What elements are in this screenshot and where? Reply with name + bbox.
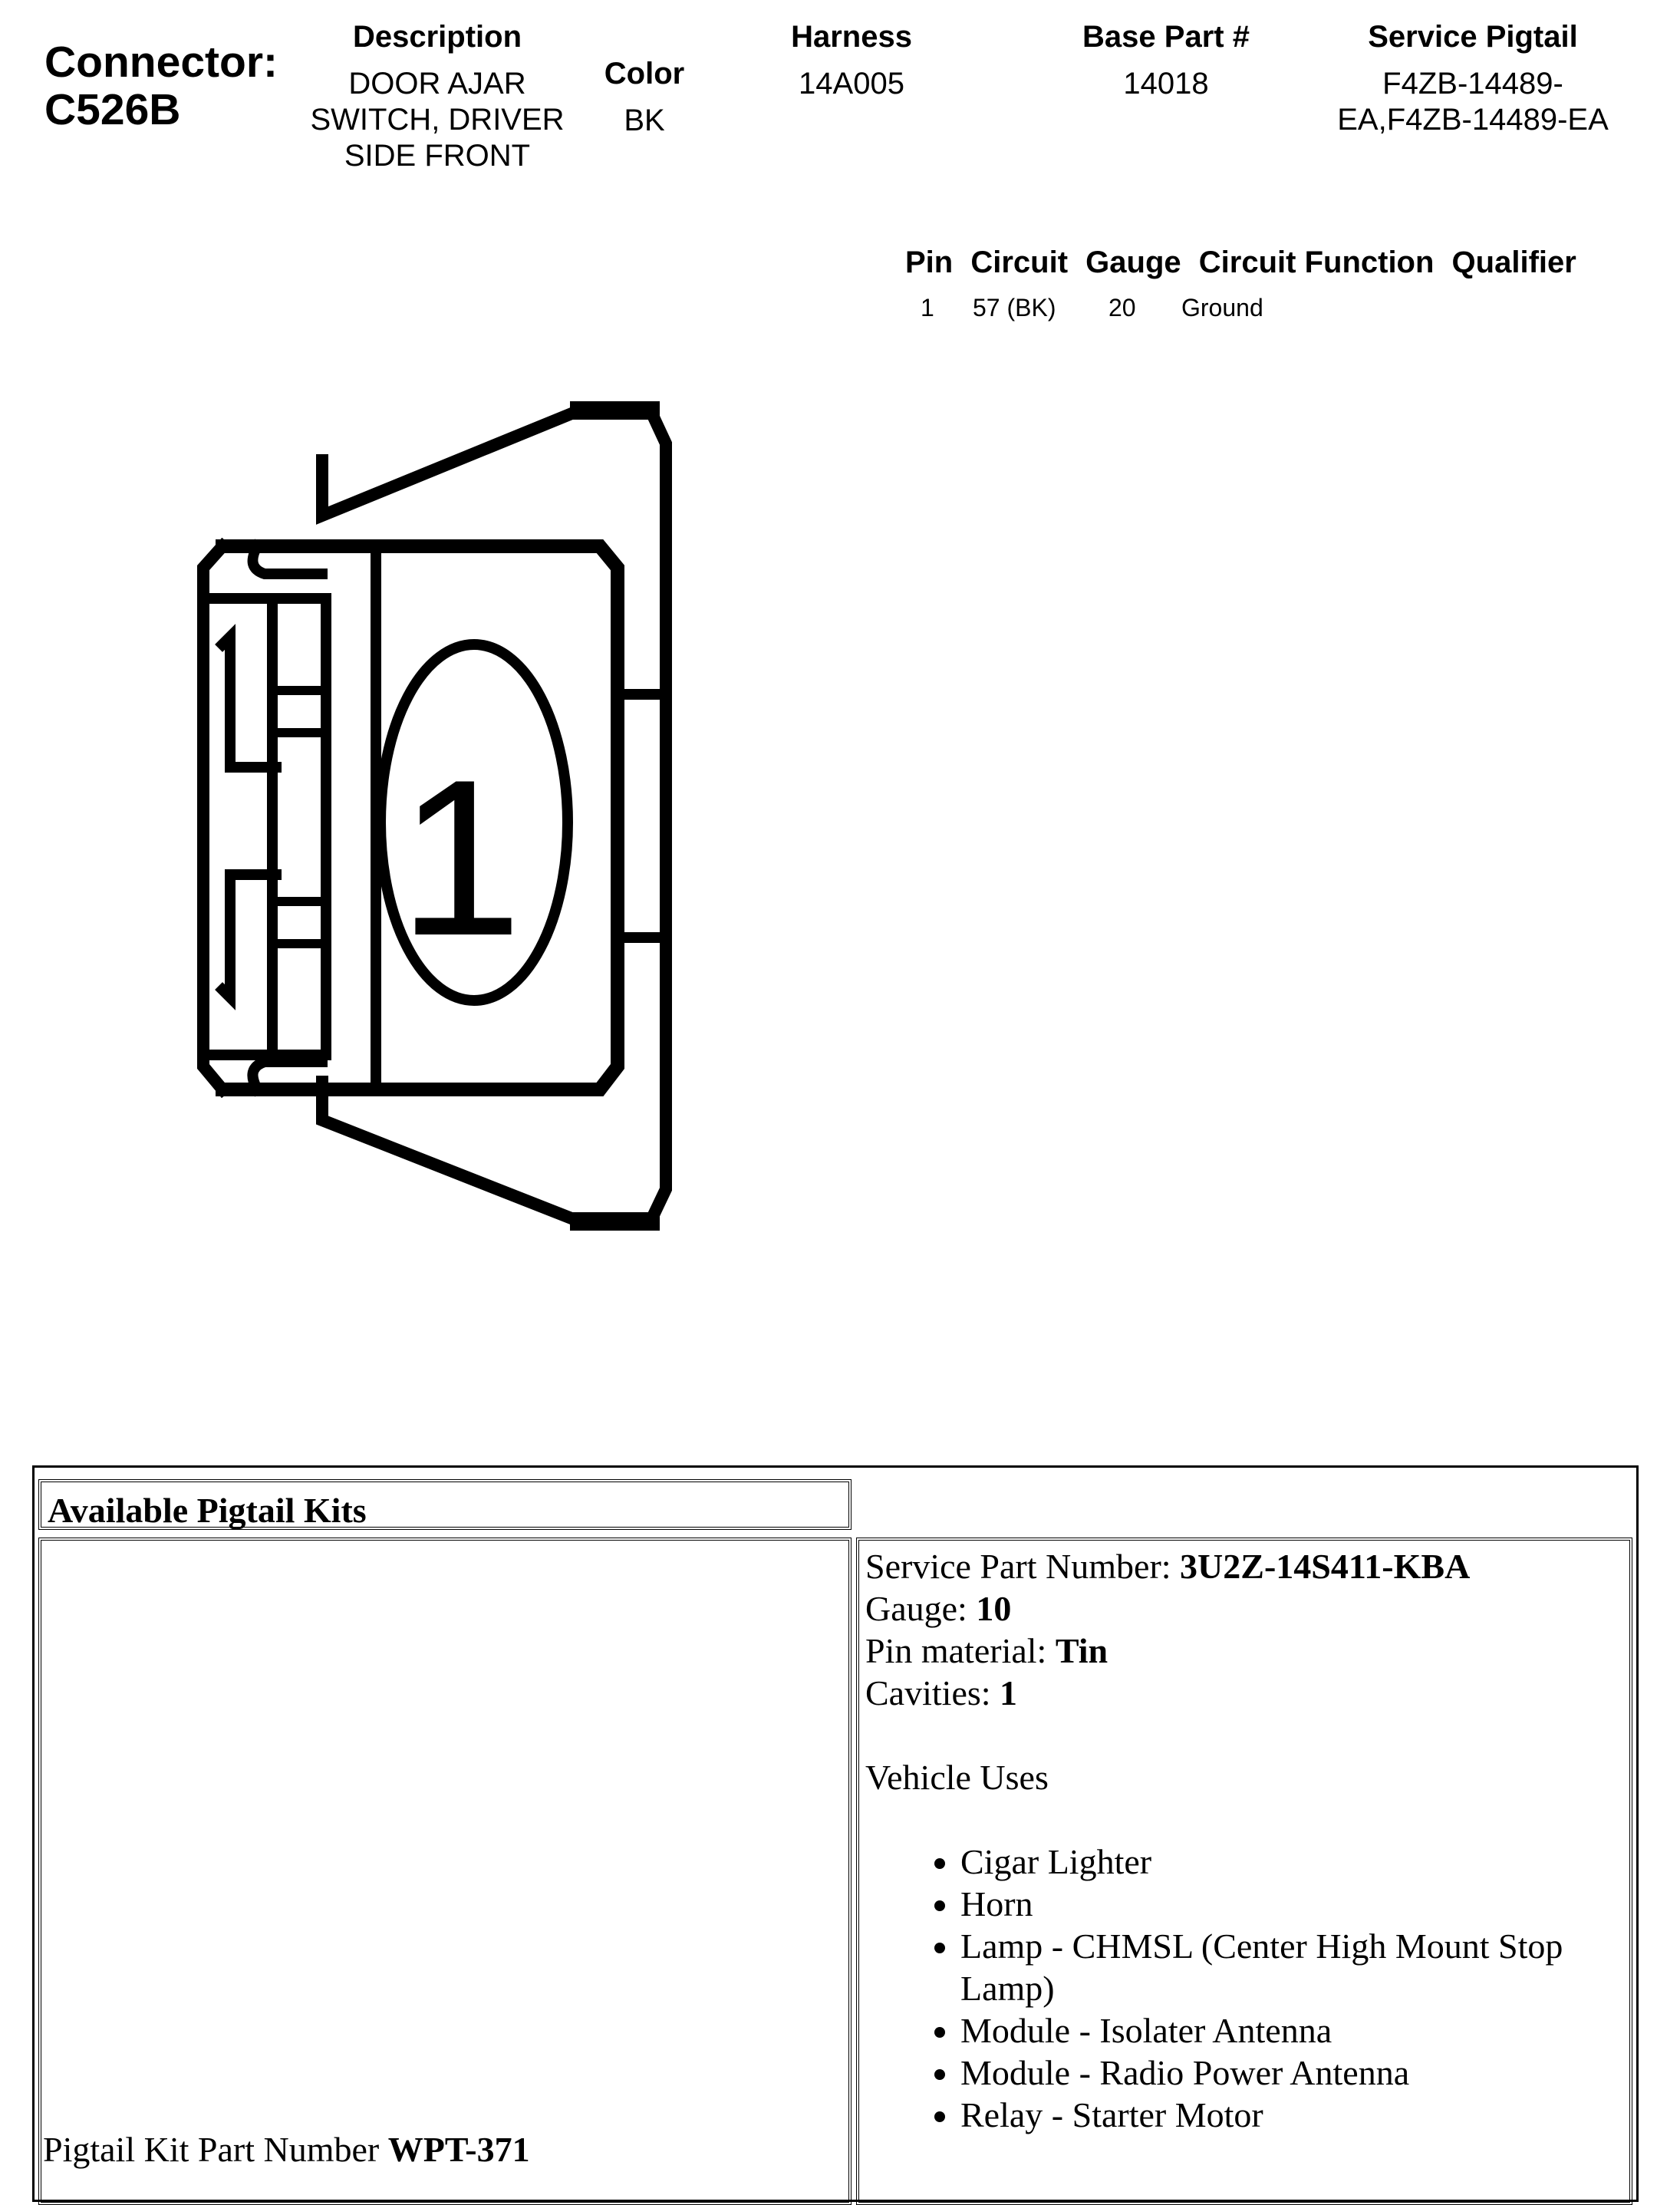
pigtail-info-cell [856,1538,1632,2205]
list-item: • Lamp - CHMSL (Center High Mount Stop Lamp) [960,1925,1623,2009]
base-part-value: 14018 [1123,67,1209,101]
pin-material-line [865,1630,1623,1672]
pigtail-kits-title-cell [38,1479,852,1530]
pin-material-label: Pin material: [865,1631,1047,1670]
cavities-value: 1 [1000,1673,1018,1712]
service-pigtail-line: EA,F4ZB-14489-EA [1337,103,1609,137]
circuit-col-header: Circuit [970,246,1069,279]
circuit-cell: 57 (BK) [973,294,1056,321]
harness-value: 14A005 [799,67,904,101]
pin-col-header: Pin [905,246,954,279]
vehicle-uses-label: Vehicle Uses [865,1758,1049,1797]
kit-part-label: Pigtail Kit Part Number [43,2130,380,2169]
pigtail-kits-title: Available Pigtail Kits [48,1491,367,1530]
color-value: BK [624,104,665,137]
latch-frame [203,546,222,1089]
service-part-line [865,1545,1623,1587]
color-header: Color [604,57,685,91]
harness-header: Harness [791,20,912,54]
pigtail-info [859,1541,1629,2141]
connector-id: C526B [44,85,181,134]
service-pigtail-line: F4ZB-14489- [1382,67,1563,101]
cavities-line [865,1672,1623,1714]
service-part-value: 3U2Z-14S411-KBA [1180,1547,1471,1586]
list-item: • Module - Radio Power Antenna [960,2052,1623,2094]
list-item: • Module - Isolater Antenna [960,2009,1623,2052]
list-item: • Cigar Lighter [960,1841,1623,1883]
qualifier-col-header: Qualifier [1451,246,1576,279]
connector-label: Connector: [44,38,278,87]
pin-number-label: 1 [398,733,522,982]
cavities-label: Cavities: [865,1673,991,1712]
pin-cell: 1 [921,294,934,321]
kit-part-value: WPT-371 [387,2130,530,2169]
gauge-value: 10 [976,1589,1012,1628]
gauge-cell: 20 [1108,294,1136,321]
function-col-header: Circuit Function [1198,246,1435,279]
description-line: SIDE FRONT [344,139,531,173]
pin-material-value: Tin [1055,1631,1108,1670]
vehicle-uses-list [865,1841,1623,2136]
gauge-line [865,1587,1623,1630]
description-line: SWITCH, DRIVER [310,103,565,137]
gauge-col-header: Gauge [1085,246,1181,279]
list-item: • Relay - Starter Motor [960,2094,1623,2136]
description-line: DOOR AJAR [348,67,526,101]
service-pigtail-header: Service Pigtail [1368,20,1578,54]
pigtail-kit-part-number [43,2129,530,2170]
list-item: • Horn [960,1883,1623,1925]
gauge-label: Gauge: [865,1589,967,1628]
function-cell: Ground [1181,294,1263,321]
service-part-label: Service Part Number: [865,1547,1171,1586]
pigtail-kit-cell [38,1538,852,2205]
description-header: Description [352,20,522,54]
base-part-header: Base Part # [1082,20,1250,54]
